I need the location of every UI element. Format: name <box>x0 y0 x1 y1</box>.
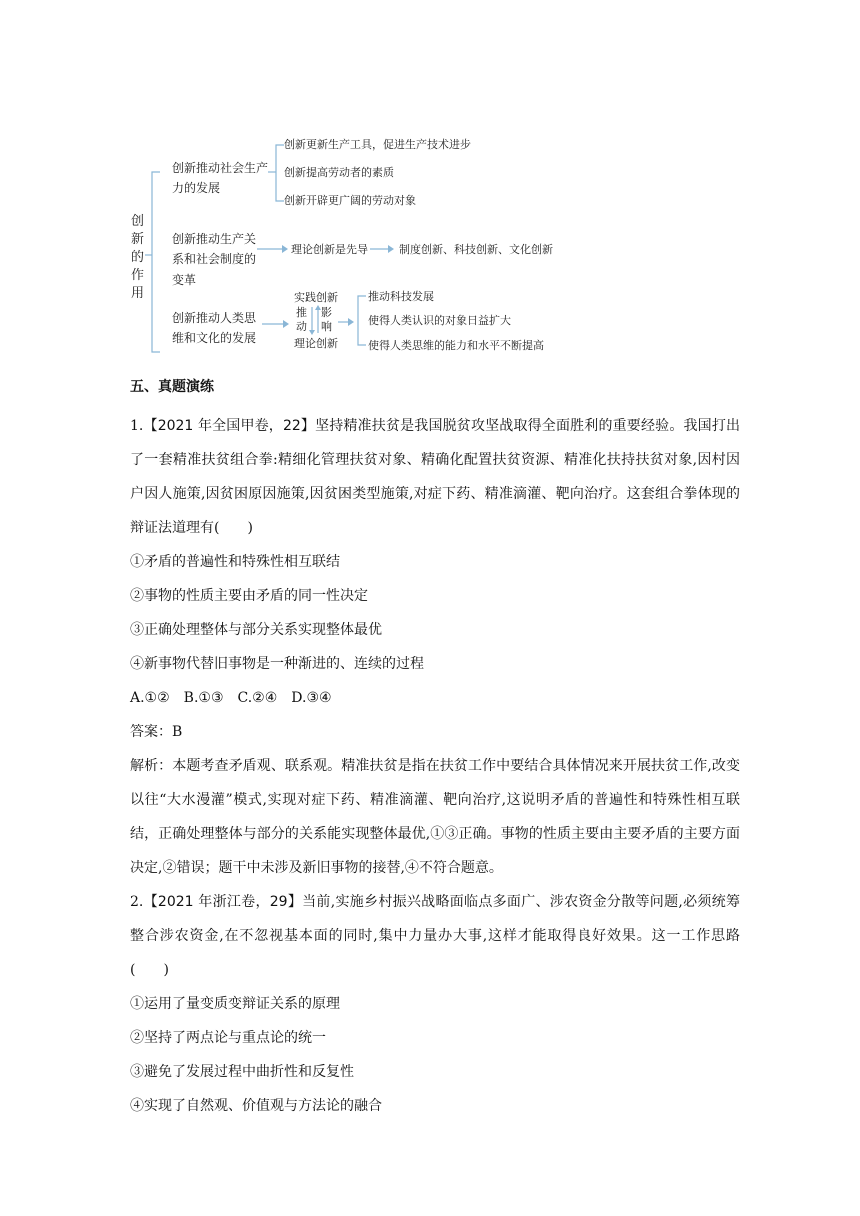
root-char: 的 <box>131 250 145 265</box>
cycle-right-char: 影 <box>321 306 332 319</box>
option-item: ③避免了发展过程中曲折性和反复性 <box>130 1064 354 1080</box>
question-number: 1. <box>130 418 144 434</box>
option-item: ①运用了量变质变辩证关系的原理 <box>130 996 340 1012</box>
cycle-left-char: 动 <box>296 320 307 333</box>
cycle-top-label: 实践创新 <box>294 291 338 304</box>
question-1 <box>130 409 740 885</box>
answer: 答案：B <box>130 724 183 740</box>
arrow-head <box>348 318 354 326</box>
question-2 <box>130 885 740 1123</box>
branch-bracket <box>358 296 366 345</box>
branch-productivity <box>172 137 471 207</box>
question-source-tag: 【2021 年浙江卷，29】 <box>143 894 303 910</box>
option-item: ③正确处理整体与部分关系实现整体最优 <box>130 622 382 638</box>
branch-label: 系和社会制度的 <box>172 252 257 266</box>
branch-relations <box>172 231 553 287</box>
cycle-right-char: 响 <box>321 320 332 333</box>
branch-thinking <box>172 289 544 352</box>
question-text: 当前,实施乡村振兴战略面临点多面广、涉农资金分散等问题,必须统筹整合涉农资金,在不忽视基本面的同时,集中力量办大事,这样才能取得良好效果。这一工作思路( ) <box>130 894 740 978</box>
option-item: ④实现了自然观、价值观与方法论的融合 <box>130 1098 382 1114</box>
arrow-head <box>309 330 315 335</box>
leaf-label: 使得人类认识的对象日益扩大 <box>368 314 511 327</box>
branch-label: 维和文化的发展 <box>172 331 257 345</box>
question-text: 坚持精准扶贫是我国脱贫攻坚战取得全面胜利的重要经验。我国打出了一套精准扶贫组合拳:精细化管理扶贫对象、精确化配置扶贫资源、精准化扶持扶贫对象,因村因户因人施策,因贫困原因施策,因贫困类型施策,对症下药、精准滴灌、靶向治疗。这套组合拳体现的辩证法道理有( ) <box>130 418 740 536</box>
mid-label: 理论创新是先导 <box>291 243 368 256</box>
cycle-left-char: 推 <box>296 306 307 319</box>
innovation-mind-map <box>0 0 860 380</box>
exercise-section <box>130 376 740 1123</box>
question-source-tag: 【2021 年全国甲卷，22】 <box>143 418 316 434</box>
leaf-label: 创新更新生产工具，促进生产技术进步 <box>284 138 471 151</box>
branch-label: 创新推动人类思 <box>172 311 257 325</box>
question-number: 2. <box>130 894 144 910</box>
branch-label: 力的发展 <box>172 181 221 195</box>
question-stem <box>130 885 740 987</box>
leaf-label: 创新提高劳动者的素质 <box>284 166 394 179</box>
leaf-label: 制度创新、科技创新、文化创新 <box>399 243 553 256</box>
branch-label: 创新推动社会生产 <box>172 161 269 175</box>
branch-bracket <box>276 145 284 201</box>
option-item: ②事物的性质主要由矛盾的同一性决定 <box>130 588 368 604</box>
leaf-label: 使得人类思维的能力和水平不断提高 <box>368 339 544 352</box>
root-char: 用 <box>131 286 145 301</box>
option-item: ①矛盾的普遍性和特殊性相互联结 <box>130 554 340 570</box>
root-char: 新 <box>131 232 145 247</box>
root-char: 创 <box>131 214 145 229</box>
question-stem <box>130 409 740 545</box>
mindmap-root <box>131 213 144 301</box>
option-item: ④新事物代替旧事物是一种渐进的、连续的过程 <box>130 656 424 672</box>
section-title: 五、真题演练 <box>130 379 214 395</box>
arrow-head <box>282 245 288 253</box>
branch-label: 创新推动生产关 <box>172 232 257 246</box>
cycle-bottom-label: 理论创新 <box>294 337 338 350</box>
leaf-label: 创新开辟更广阔的劳动对象 <box>284 194 416 207</box>
arrow-head <box>388 245 394 253</box>
root-char: 作 <box>131 268 145 283</box>
arrow-head <box>283 320 289 328</box>
option-item: ②坚持了两点论与重点论的统一 <box>130 1030 326 1046</box>
leaf-label: 推动科技发展 <box>368 290 434 303</box>
root-bracket <box>152 172 160 352</box>
answer-choices: A.①② B.①③ C.②④ D.③④ <box>130 690 332 706</box>
analysis: 解析：本题考查矛盾观、联系观。精准扶贫是指在扶贫工作中要结合具体情况来开展扶贫工作,改变以往“大水漫灌”模式,实现对症下药、精准滴灌、靶向治疗,这说明矛盾的普遍性和特殊性相互联结，正确处理整体与部分的关系能实现整体最优,①③正确。事物的性质主要由主要矛盾的主要方面决定,②错误；题干中未涉及新旧事物的接替,④不符合题意。 <box>130 758 740 876</box>
branch-label: 变革 <box>172 273 197 287</box>
